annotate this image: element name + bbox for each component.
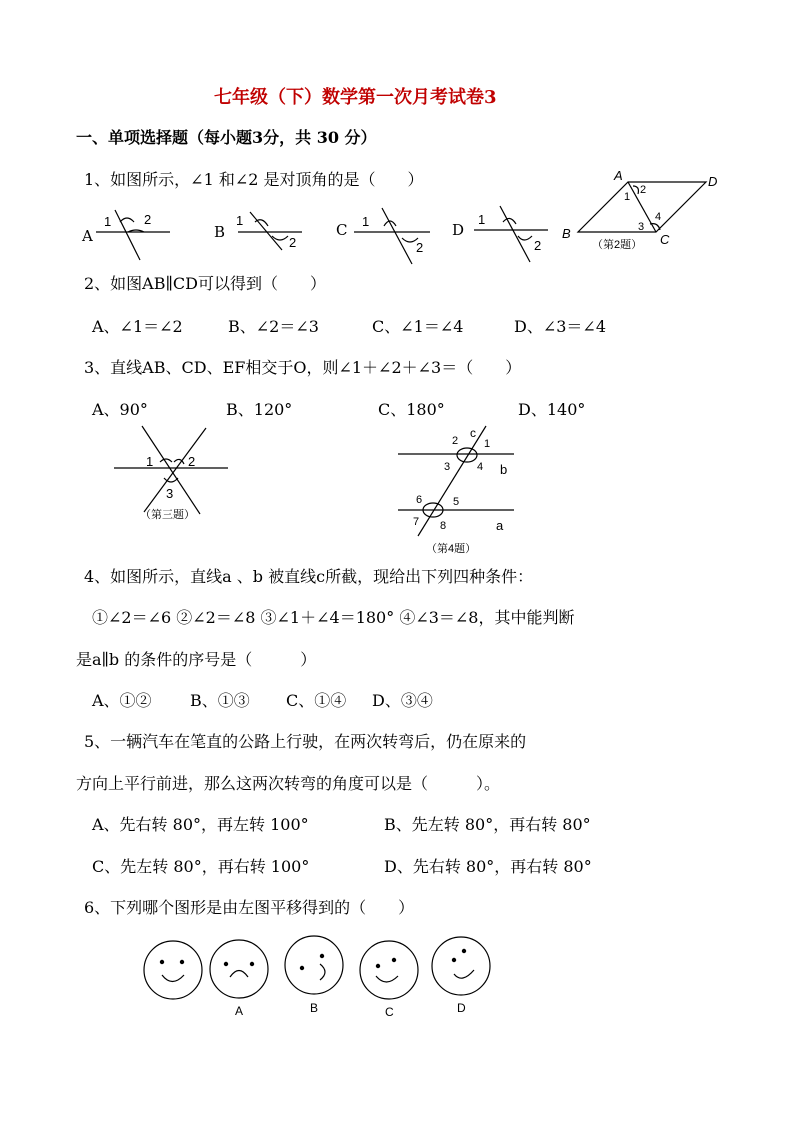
q5-option-b: B、先左转 80°，再右转 80°: [384, 815, 591, 834]
question-3: 3、直线AB、CD、EF相交于O，则∠1＋∠2＋∠3＝（ ）: [84, 358, 522, 377]
q4-option-d: D、③④: [372, 691, 433, 710]
angle-label-2: 2: [416, 240, 424, 255]
angle-label-8: 8: [440, 520, 447, 532]
q5-option-c: C、先左转 80°，再右转 100°: [92, 857, 310, 876]
q2-option-b: B、∠2＝∠3: [228, 317, 319, 336]
q5-option-a: A、先右转 80°，再左转 100°: [92, 815, 309, 834]
figure-caption: （第2题）: [592, 239, 643, 251]
q4-option-b: B、①③: [190, 691, 250, 710]
angle-label-3: 3: [444, 461, 451, 473]
q2-option-c: C、∠1＝∠4: [372, 317, 464, 336]
q3-option-b: B、120°: [226, 400, 293, 419]
angle-label-1: 1: [624, 191, 631, 203]
point-label-b: B: [562, 226, 571, 241]
q3-option-a: A、90°: [92, 400, 148, 419]
face-label-a: A: [235, 1004, 244, 1018]
q5-option-d: D、先右转 80°，再右转 80°: [384, 857, 592, 876]
angle-label-1: 1: [484, 438, 491, 450]
q3-option-d: D、140°: [518, 400, 586, 419]
angle-label-2: 2: [534, 238, 542, 253]
angle-label-1: 1: [236, 213, 244, 228]
q4-option-c: C、①④: [286, 691, 347, 710]
question-4-line-2: ①∠2＝∠6 ②∠2＝∠8 ③∠1＋∠4＝180° ④∠3＝∠8，其中能判断: [92, 608, 575, 627]
q6-face-a: [210, 940, 268, 1018]
question-1: 1、如图所示，∠1 和∠2 是对顶角的是（ ）: [84, 170, 424, 189]
question-4-line-1: 4、如图所示，直线a 、b 被直线c所截，现给出下列四种条件：: [84, 567, 534, 586]
angle-label-1: 1: [104, 214, 112, 229]
q1-option-b-letter: B: [214, 223, 226, 241]
point-label-d: D: [708, 174, 718, 189]
angle-label-1: 1: [478, 212, 486, 227]
q2-option-d: D、∠3＝∠4: [514, 317, 607, 336]
q4-option-a: A、①②: [92, 691, 152, 710]
angle-label-6: 6: [416, 494, 423, 506]
section-heading: 一、单项选择题（每小题3分，共 30 分）: [76, 128, 377, 147]
angle-label-1: 1: [362, 214, 370, 229]
q6-face-b: [285, 936, 343, 1015]
line-label-c: c: [470, 426, 476, 440]
angle-label-4: 4: [477, 461, 484, 473]
angle-label-4: 4: [655, 211, 662, 223]
face-label-d: D: [457, 1001, 466, 1015]
q6-original-face: [144, 941, 202, 999]
q1-figure-b: [236, 212, 302, 250]
angle-label-2: 2: [640, 184, 647, 196]
page-title: 七年级（下）数学第一次月考试卷3: [214, 87, 497, 108]
figure-caption: （第4题）: [426, 543, 477, 555]
q6-face-d: [432, 937, 490, 1015]
q1-option-a-letter: A: [82, 227, 93, 245]
angle-label-2: 2: [289, 235, 297, 250]
angle-label-2: 2: [144, 212, 152, 227]
question-2: 2、如图AB∥CD可以得到（ ）: [84, 274, 326, 293]
angle-label-2: 2: [452, 435, 459, 447]
q3-option-c: C、180°: [378, 400, 445, 419]
q1-figure-d: [474, 206, 548, 262]
q1-option-c-letter: C: [336, 221, 348, 239]
point-label-c: C: [660, 232, 670, 247]
question-4-line-3: 是a∥b 的条件的序号是（ ）: [76, 650, 317, 669]
point-label-a: A: [614, 168, 623, 183]
angle-label-3: 3: [638, 221, 645, 233]
q1-option-d-letter: D: [452, 221, 465, 239]
question-6: 6、下列哪个图形是由左图平移得到的（ ）: [84, 898, 415, 917]
face-label-b: B: [310, 1001, 319, 1015]
angle-label-5: 5: [453, 496, 460, 508]
question-5-line-2: 方向上平行前进，那么这两次转弯的角度可以是（ ）。: [76, 774, 501, 793]
question-5-line-1: 5、一辆汽车在笔直的公路上行驶，在两次转弯后，仍在原来的: [84, 732, 527, 751]
line-label-b: b: [500, 462, 508, 477]
q6-face-c: [360, 941, 418, 1019]
figure-caption: （第三题）: [140, 509, 195, 521]
angle-label-7: 7: [413, 516, 420, 528]
q4-figure: [398, 426, 514, 555]
angle-label-1: 1: [146, 454, 154, 469]
q2-option-a: A、∠1＝∠2: [92, 317, 183, 336]
angle-label-3: 3: [166, 486, 174, 501]
face-label-c: C: [385, 1005, 394, 1019]
q1-figure-a: [96, 210, 170, 260]
angle-label-2: 2: [188, 454, 196, 469]
q2-figure: [562, 168, 717, 251]
q3-figure: [114, 426, 228, 521]
q1-figure-c: [354, 208, 430, 264]
line-label-a: a: [496, 518, 504, 533]
